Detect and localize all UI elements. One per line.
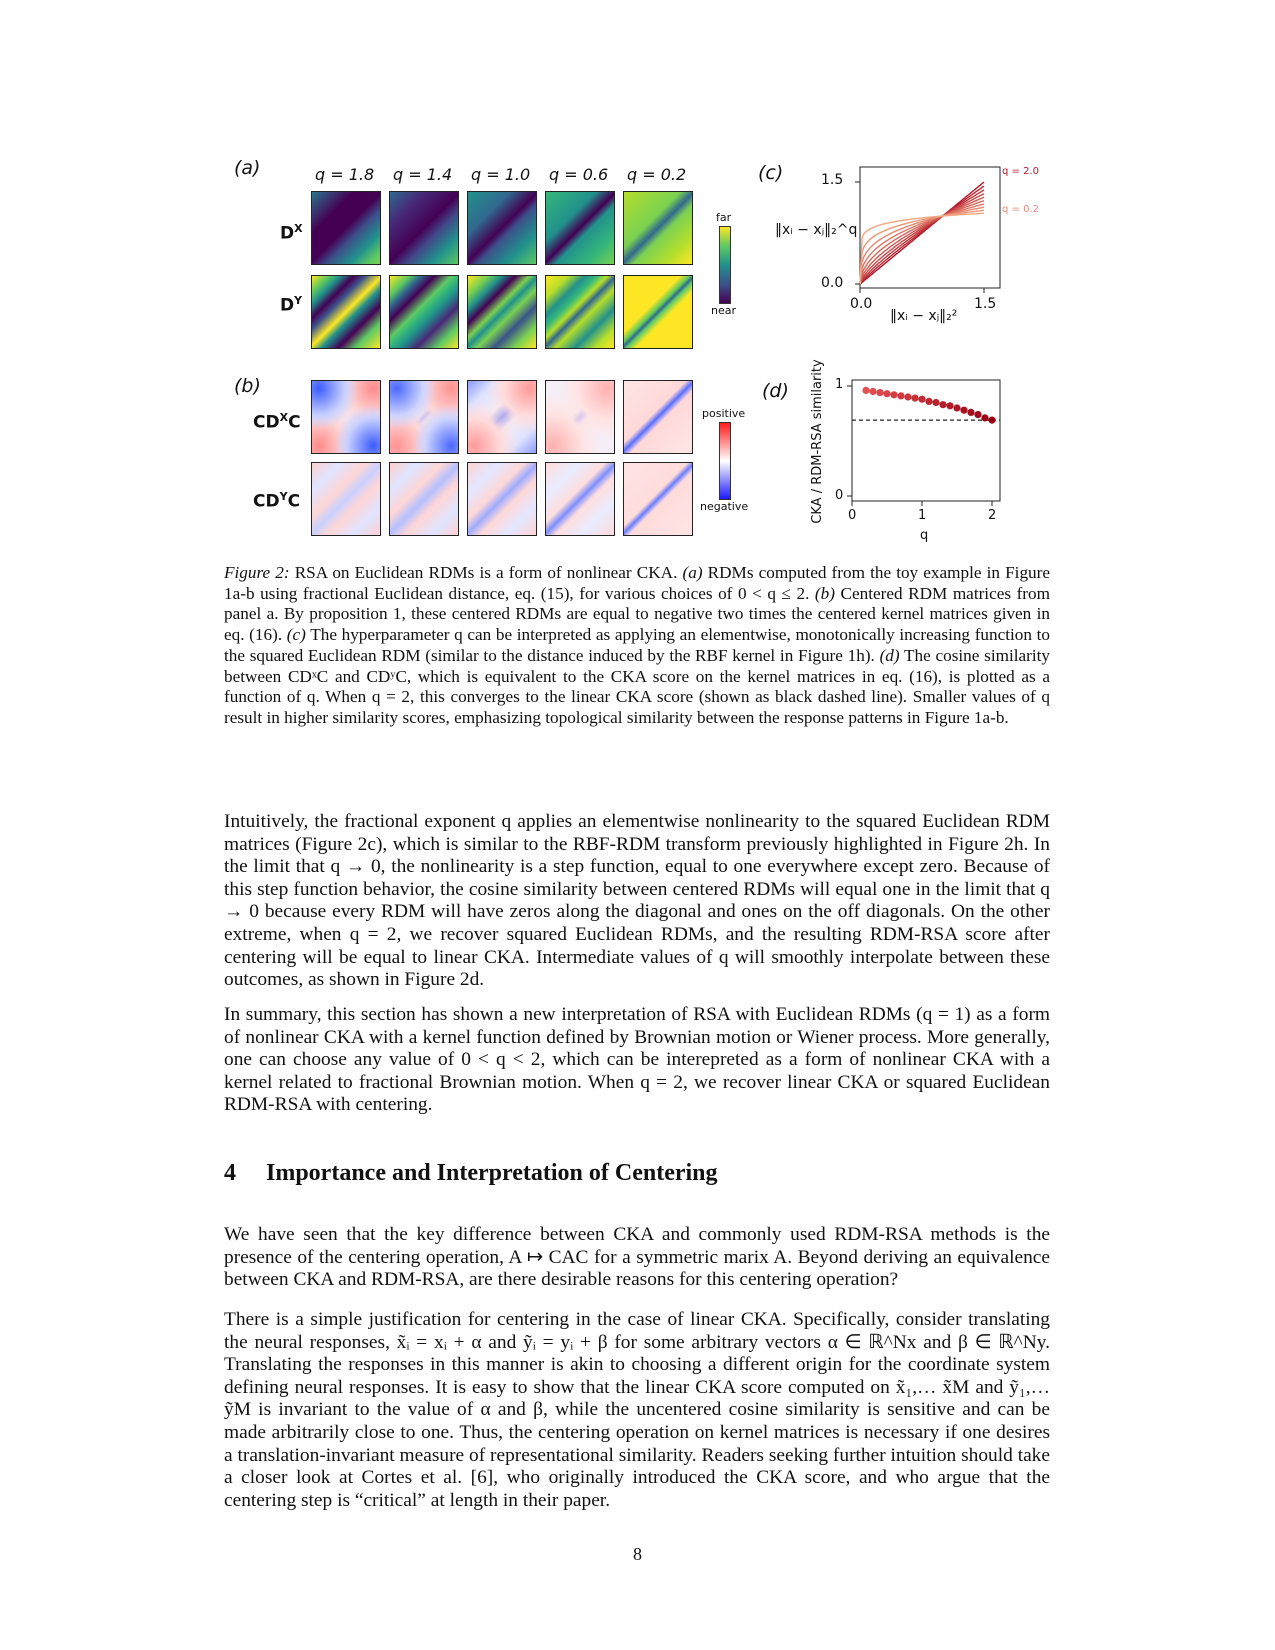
panel-d-point [890, 391, 897, 398]
tile-cdxc-q10 [467, 380, 537, 454]
row-label-cdyc: $CD^YC$ [253, 490, 301, 512]
panel-label-c: (c) [758, 162, 784, 184]
panel-d-point [960, 407, 967, 414]
tile-dx-q02 [623, 191, 693, 265]
tile-cdxc-q14 [389, 380, 459, 454]
panel-d-point [946, 402, 953, 409]
row-label-dy: $D^Y$ [280, 294, 303, 316]
section-number: 4 [224, 1160, 236, 1186]
panel-c-legend-top: q = 2.0 [1002, 166, 1039, 177]
panel-d-xtick-label-2: 1 [918, 508, 927, 523]
row-label-dx: $D^X$ [280, 222, 303, 244]
paragraph-1: Intuitively, the fractional exponent q applies an elementwise nonlinearity to the squared Euclidean RDM matrices (Figure 2c), which is similar to the RBF-RDM transform previously highlighted in Figure 2h. In the limit that q → 0, the nonlinearity is a step function, equal to one everywhere except zero. Because of this step function behavior, the cosine similarity between centered RDMs will equal one in the limit that q → 0 because every RDM will have zeros along the diagonal and ones on the off diagonals. On the other extreme, when q = 2, we recover squared Euclidean RDMs, and the resulting RDM-RSA score after centering will be equal to linear CKA. Intermediate values of q will smoothly interpolate between these outcomes, as shown in Figure 2d. [224, 811, 1050, 991]
panel-d-point [918, 396, 925, 403]
panel-d-point [911, 395, 918, 402]
tile-dy-q14 [389, 275, 459, 349]
caption-text-3: Centered RDM matrices from panel a. By proposition 1, these centered RDMs are equal to negative two times the centered kernel matrices given in eq. (16). [224, 583, 1050, 645]
panel-c-chart [760, 160, 1060, 320]
tile-dx-q10 [467, 191, 537, 265]
caption-label: Figure 2: [224, 563, 290, 582]
caption-ref-d: (d) [879, 645, 900, 665]
tile-dy-q06 [545, 275, 615, 349]
colorbar-a-bottom-label: near [711, 304, 737, 317]
panel-c-xtick-label-2: 1.5 [974, 296, 997, 312]
caption-ref-c: (c) [286, 625, 306, 645]
panel-d-point [967, 409, 974, 416]
panel-label-b: (b) [234, 375, 261, 397]
panel-c-curve-q-0.6 [860, 207, 984, 284]
tile-dx-q06 [545, 191, 615, 265]
panel-d-xtick-label-1: 0 [848, 508, 857, 523]
caption-text-5: The cosine similarity between CDˣC and CDʸC, which is equivalent to the CKA score on the kernel matrices in eq. (16), is plotted as a function of q. When q = 2, this converges to the linear CKA score (shown as black dashed line). Smaller values of q result in higher similarity scores, emphasizing topological similarity between the response patterns in Figure 1a-b. [224, 645, 1051, 727]
panel-c-xlabel: ‖xᵢ − xⱼ‖₂² [890, 308, 958, 324]
caption-text-1: RSA on Euclidean RDMs is a form of nonlinear CKA. [289, 563, 683, 582]
panel-d-points [862, 387, 995, 424]
caption-ref-a: (a) [682, 563, 703, 582]
panel-d-point [953, 404, 960, 411]
q-header-4: q = 0.6 [549, 165, 609, 184]
panel-c-curves [860, 182, 984, 284]
q-header-2: q = 1.4 [393, 165, 453, 184]
panel-c-legend-bottom: q = 0.2 [1002, 204, 1039, 215]
tile-cdyc-q18 [311, 462, 381, 536]
panel-d-ytick-label-1: 1 [835, 377, 844, 392]
tile-dx-q14 [389, 191, 459, 265]
section-heading [224, 1160, 718, 1187]
panel-d-point [939, 401, 946, 408]
panel-c-ylabel: ‖xᵢ − xⱼ‖₂^q [775, 222, 858, 238]
panel-d-point [862, 387, 869, 394]
panel-d-ylabel: CKA / RDM-RSA similarity [810, 359, 825, 524]
panel-label-a: (a) [234, 157, 261, 179]
caption-text-4: The hyperparameter q can be interpreted as applying an elementwise, monotonically increasing function to the squared Euclidean RDM (similar to the distance induced by the RBF kernel in Figure 1h). [224, 625, 1051, 665]
caption-text-2: RDMs computed from the toy example in Figure 1a-b using fractional Euclidean distance, eq. (15), for various choices of 0 < q ≤ 2. [224, 563, 1050, 603]
q-header-1: q = 1.8 [315, 165, 375, 184]
tile-cdxc-q02 [623, 380, 693, 454]
panel-c-xtick-label-1: 0.0 [850, 296, 873, 312]
panel-c-ytick-label-1: 1.5 [821, 172, 844, 188]
tile-cdyc-q14 [389, 462, 459, 536]
tile-cdyc-q02 [623, 462, 693, 536]
colorbar-b [719, 422, 731, 500]
tile-cdyc-q10 [467, 462, 537, 536]
colorbar-b-bottom-label: negative [700, 500, 749, 513]
panel-d-xlabel: q [920, 528, 929, 543]
tile-dx-q18 [311, 191, 381, 265]
panel-c-ytick-label-2: 0.0 [821, 275, 844, 291]
page-number: 8 [633, 1544, 642, 1564]
panel-d-point [932, 399, 939, 406]
panel-d-point [988, 417, 995, 424]
paragraph-4: There is a simple justification for centering in the case of linear CKA. Specifically, consider translating the neural responses, x̃ᵢ = xᵢ + α and ỹᵢ = yᵢ + β for some arbitrary vectors α ∈ ℝ^Nx and β ∈ ℝ^Ny. Translating the responses in this manner is akin to choosing a different origin for the coordinate system defining neural responses. It is easy to show that the linear CKA score computed on x̃₁,… x̃M and ỹ₁,… ỹM is invariant to the value of α and β, while the uncentered cosine similarity is sensitive and can be made arbitrarily close to one. Thus, the centering operation on kernel matrices is necessary if one desires a translation-invariant measure of representational similarity. Readers seeking further intuition should take a closer look at Cortes et al. [6], who originally introduced the CKA score, and who argue that the centering step is “critical” at length in their paper. [224, 1309, 1050, 1511]
paragraph-2: In summary, this section has shown a new interpretation of RSA with Euclidean RDMs (q = 1) as a form of nonlinear CKA with a kernel function defined by Brownian motion or Wiener process. More generally, one can choose any value of 0 < q < 2, which can be interepreted as a form of nonlinear CKA with a kernel related to fractional Brownian motion. When q = 2, we recover linear CKA or squared Euclidean RDM-RSA with centering. [224, 1004, 1050, 1116]
q-header-5: q = 0.2 [627, 165, 687, 184]
panel-d-point [869, 388, 876, 395]
panel-label-d: (d) [762, 380, 789, 402]
colorbar-a [719, 226, 731, 304]
tile-dy-q10 [467, 275, 537, 349]
figure-caption [224, 563, 1050, 729]
paragraph-3: We have seen that the key difference between CKA and commonly used RDM-RSA methods is the presence of the centering operation, A ↦ CAC for a symmetric marix A. Beyond deriving an equivalence between CKA and RDM-RSA, are there desirable reasons for this centering operation? [224, 1224, 1050, 1291]
panel-d-axes [852, 380, 1000, 501]
tile-cdyc-q06 [545, 462, 615, 536]
panel-d-point [974, 411, 981, 418]
panel-d-point [897, 392, 904, 399]
panel-d-point [981, 414, 988, 421]
tile-dy-q18 [311, 275, 381, 349]
panel-d-point [883, 390, 890, 397]
row-label-cdxc: $CD^XC$ [253, 411, 301, 433]
section-title: Importance and Interpretation of Centering [266, 1160, 718, 1186]
tile-dy-q02 [623, 275, 693, 349]
caption-ref-b: (b) [814, 583, 835, 603]
panel-d-xtick-label-3: 2 [988, 508, 997, 523]
panel-d-point [876, 389, 883, 396]
panel-d-chart [800, 370, 1010, 510]
panel-c-curve-q-0.8 [860, 204, 984, 284]
panel-c-axes [860, 167, 1000, 288]
panel-d-ytick-label-2: 0 [835, 488, 844, 503]
tile-cdxc-q06 [545, 380, 615, 454]
tile-cdxc-q18 [311, 380, 381, 454]
q-header-3: q = 1.0 [471, 165, 531, 184]
colorbar-a-top-label: far [716, 211, 732, 224]
colorbar-b-top-label: positive [702, 407, 746, 420]
panel-d-point [925, 398, 932, 405]
panel-d-point [904, 393, 911, 400]
